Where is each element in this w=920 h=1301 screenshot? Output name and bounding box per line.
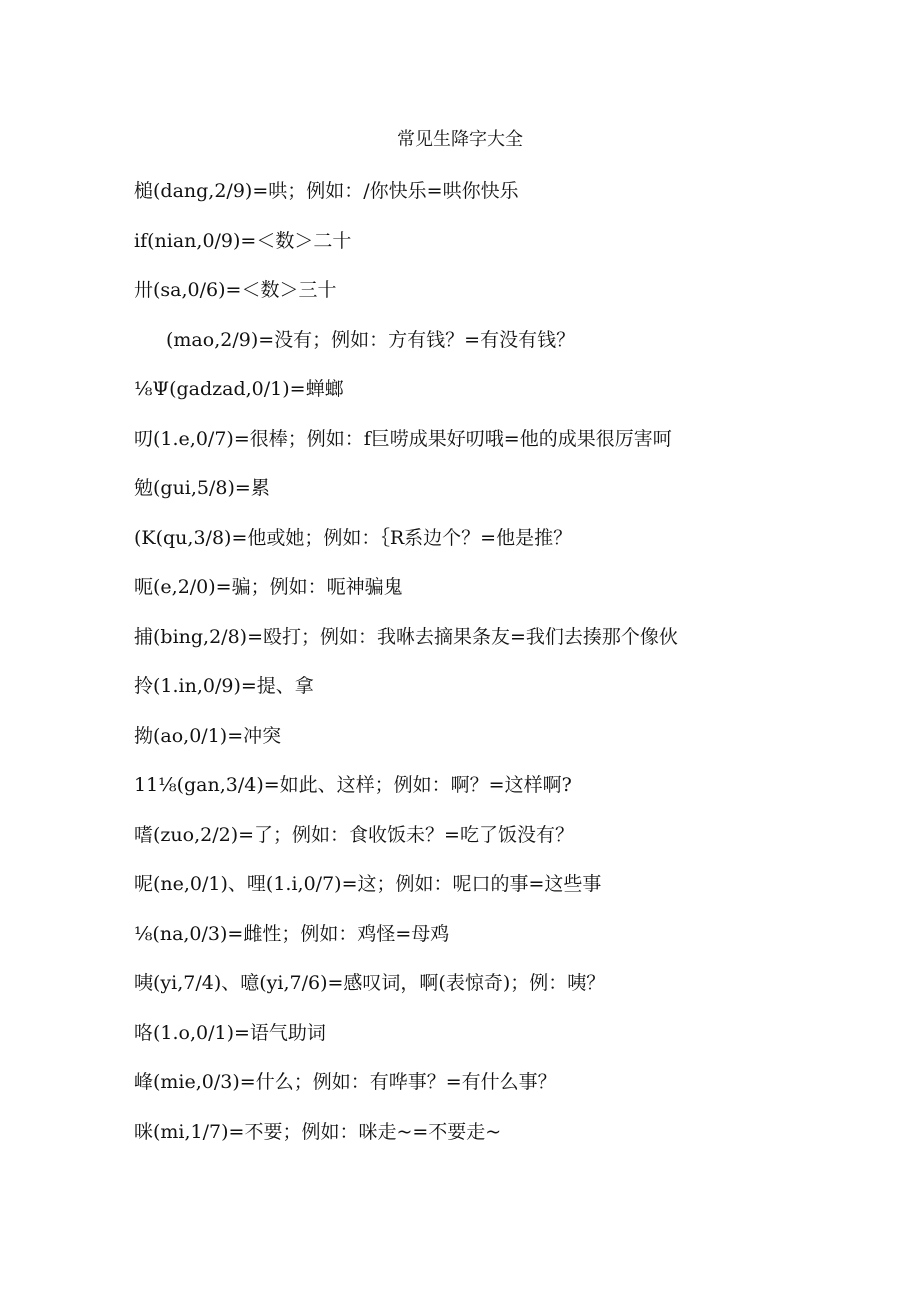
- entry-list: [134, 176, 880, 1166]
- list-item: 峰(mie,0/3)=什么；例如：有哗事？=有什么事？: [134, 1071, 557, 1093]
- list-item: (K(qu,3/8)=他或她；例如：｛R系边个？=他是推？: [134, 526, 573, 549]
- list-item: 卅(sa,0/6)=＜数＞三十: [134, 279, 337, 301]
- list-item: if(nian,0/9)=＜数＞二十: [134, 229, 352, 252]
- list-item: 咪(mi,1/7)=不要；例如：咪走~=不要走~: [134, 1120, 502, 1143]
- list-item: 呃(e,2/0)=骗；例如：呃神骗鬼: [134, 576, 403, 598]
- list-item: 叨(1.e,0/7)=很棒；例如：f巨唠成果好叨哦=他的成果很厉害呵: [134, 427, 672, 450]
- page-title: 常见生降字大全: [397, 129, 523, 150]
- list-item: 拎(1.in,0/9)=提、拿: [134, 675, 314, 697]
- list-item: 勉(gui,5/8)=累: [134, 477, 270, 499]
- list-item: 呢(ne,0/1)、哩(1.i,0/7)=这；例如：呢口的事=这些事: [134, 873, 602, 895]
- list-item: 嗜(zuo,2/2)=了；例如：食收饭未？=吃了饭没有？: [134, 823, 574, 846]
- list-item: 咦(yi,7/4)、噫(yi,7/6)=感叹词，啊(表惊奇)；例：咦？: [134, 972, 606, 994]
- list-item: 11⅛(gan,3/4)=如此、这样；例如：啊？=这样啊?: [134, 774, 572, 796]
- list-item: ⅛Ψ(gadzad,0/1)=蝉螂: [134, 378, 344, 400]
- list-item: (mao,2/9)=没有；例如：方有钱？=有没有钱？: [166, 328, 576, 351]
- list-item: 槌(dang,2/9)=哄；例如：/你快乐=哄你快乐: [134, 180, 519, 202]
- list-item: ⅛(na,0/3)=雌性；例如：鸡怪=母鸡: [134, 922, 450, 945]
- list-item: 拗(ao,0/1)=冲突: [134, 724, 282, 747]
- list-item: 咯(1.o,0/1)=语气助词: [134, 1021, 326, 1044]
- list-item: 捕(bing,2/8)=殴打；例如：我咻去摘果条友=我们去揍那个像伙: [134, 625, 678, 648]
